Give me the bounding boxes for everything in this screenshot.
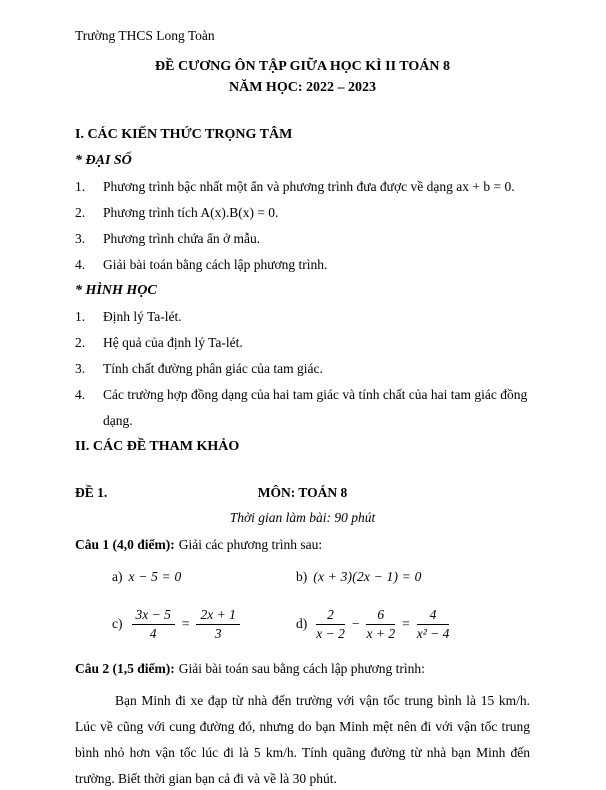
list-item-text: Tính chất đường phân giác của tam giác. [103,361,323,376]
question-1-intro: Giải các phương trình sau: [178,537,323,552]
fraction-denominator: 4 [149,625,157,641]
exam-number-label: ĐỀ 1. [75,485,108,500]
equation-b [296,569,530,585]
exam-header [75,480,530,506]
question-2-intro: Giải bài toán sau bằng cách lập phương trình: [178,661,425,676]
section-1-heading: I. CÁC KIẾN THỨC TRỌNG TÂM [75,127,293,142]
fraction-numerator: 2x + 1 [196,607,239,625]
list-item-number: 3. [75,361,86,376]
list-item-text: Phương trình bậc nhất một ẩn và phương trình đưa được về dạng ax + b = 0. [103,179,515,194]
equation-a-label: a) [112,569,123,584]
geometry-heading: * HÌNH HỌC [75,283,157,298]
equation-d [296,607,530,642]
equation-d-label: d) [296,616,308,631]
fraction-denominator: 3 [214,625,222,641]
question-2-heading [75,656,530,682]
fraction-denominator: x − 2 [316,625,345,641]
equation-row-1 [112,562,530,592]
list-item [75,174,530,200]
equation-a [112,569,296,585]
equation-a-expression: x − 5 = 0 [128,569,182,584]
fraction-denominator: x² − 4 [416,625,450,641]
equation-c [112,607,296,642]
fraction-numerator: 6 [366,607,395,625]
question-1-label: Câu 1 (4,0 điểm): [75,537,175,552]
fraction-numerator: 4 [417,607,450,625]
minus-sign: − [351,616,360,631]
fraction [366,607,395,642]
equals-sign: = [402,616,410,631]
list-item-text: Các trường hợp đồng dạng của hai tam giác và tính chất của hai tam giác đồng dạng. [103,387,528,428]
list-item [75,356,530,382]
document-title-block [75,56,530,98]
list-item [75,200,530,226]
list-item [75,382,530,434]
equation-row-2 [112,602,530,646]
list-item-number: 4. [75,257,86,272]
school-name: Trường THCS Long Toàn [75,28,215,43]
equations-block [75,562,530,646]
question-2-label: Câu 2 (1,5 điểm): [75,661,175,676]
list-item-text: Hệ quả của định lý Ta-lét. [103,335,243,350]
list-item-number: 3. [75,231,86,246]
section-2-heading: II. CÁC ĐỀ THAM KHẢO [75,439,240,454]
fraction-numerator: 3x − 5 [132,607,175,625]
equals-sign: = [181,616,190,631]
list-item [75,226,530,252]
list-item-number: 1. [75,179,86,194]
list-item-text: Định lý Ta-lét. [103,309,182,324]
list-item-number: 2. [75,335,86,350]
equation-b-expression: (x + 3)(2x − 1) = 0 [313,569,422,584]
fraction [196,607,239,642]
exam-subject: MÔN: TOÁN 8 [257,485,348,500]
list-item-text: Phương trình chứa ẩn ở mẫu. [103,231,261,246]
list-item-text: Giải bài toán bằng cách lập phương trình. [103,257,328,272]
fraction-denominator: x + 2 [366,625,396,641]
fraction [316,607,345,642]
question-2-problem-text: Bạn Minh đi xe đạp từ nhà đến trường với vận tốc trung bình là 15 km/h. Lúc về cũng với cung đường đó, nhưng do bạn Minh mệt nên đi với vận tốc trung bình nhỏ hơn vận tốc lúc đi là 5 km/h. Tính quãng đường từ nhà bạn Minh đến trường. Biết thời gian bạn cả đi và về là 30 phút. [75,693,530,786]
list-item-number: 4. [75,387,86,402]
fraction [417,607,450,642]
list-item [75,252,530,278]
document-title: ĐỀ CƯƠNG ÔN TẬP GIỮA HỌC KÌ II TOÁN 8 [155,59,450,74]
list-item [75,330,530,356]
exam-duration: Thời gian làm bài: 90 phút [229,510,376,525]
question-1-heading [75,532,530,558]
algebra-heading: * ĐẠI SỐ [75,153,132,168]
list-item [75,304,530,330]
equation-b-label: b) [296,569,308,584]
list-item-number: 1. [75,309,86,324]
list-item-text: Phương trình tích A(x).B(x) = 0. [103,205,279,220]
school-year: NĂM HỌC: 2022 – 2023 [229,80,376,95]
fraction-numerator: 2 [316,607,345,625]
list-item-number: 2. [75,205,86,220]
equation-c-label: c) [112,616,123,631]
fraction [132,607,175,642]
